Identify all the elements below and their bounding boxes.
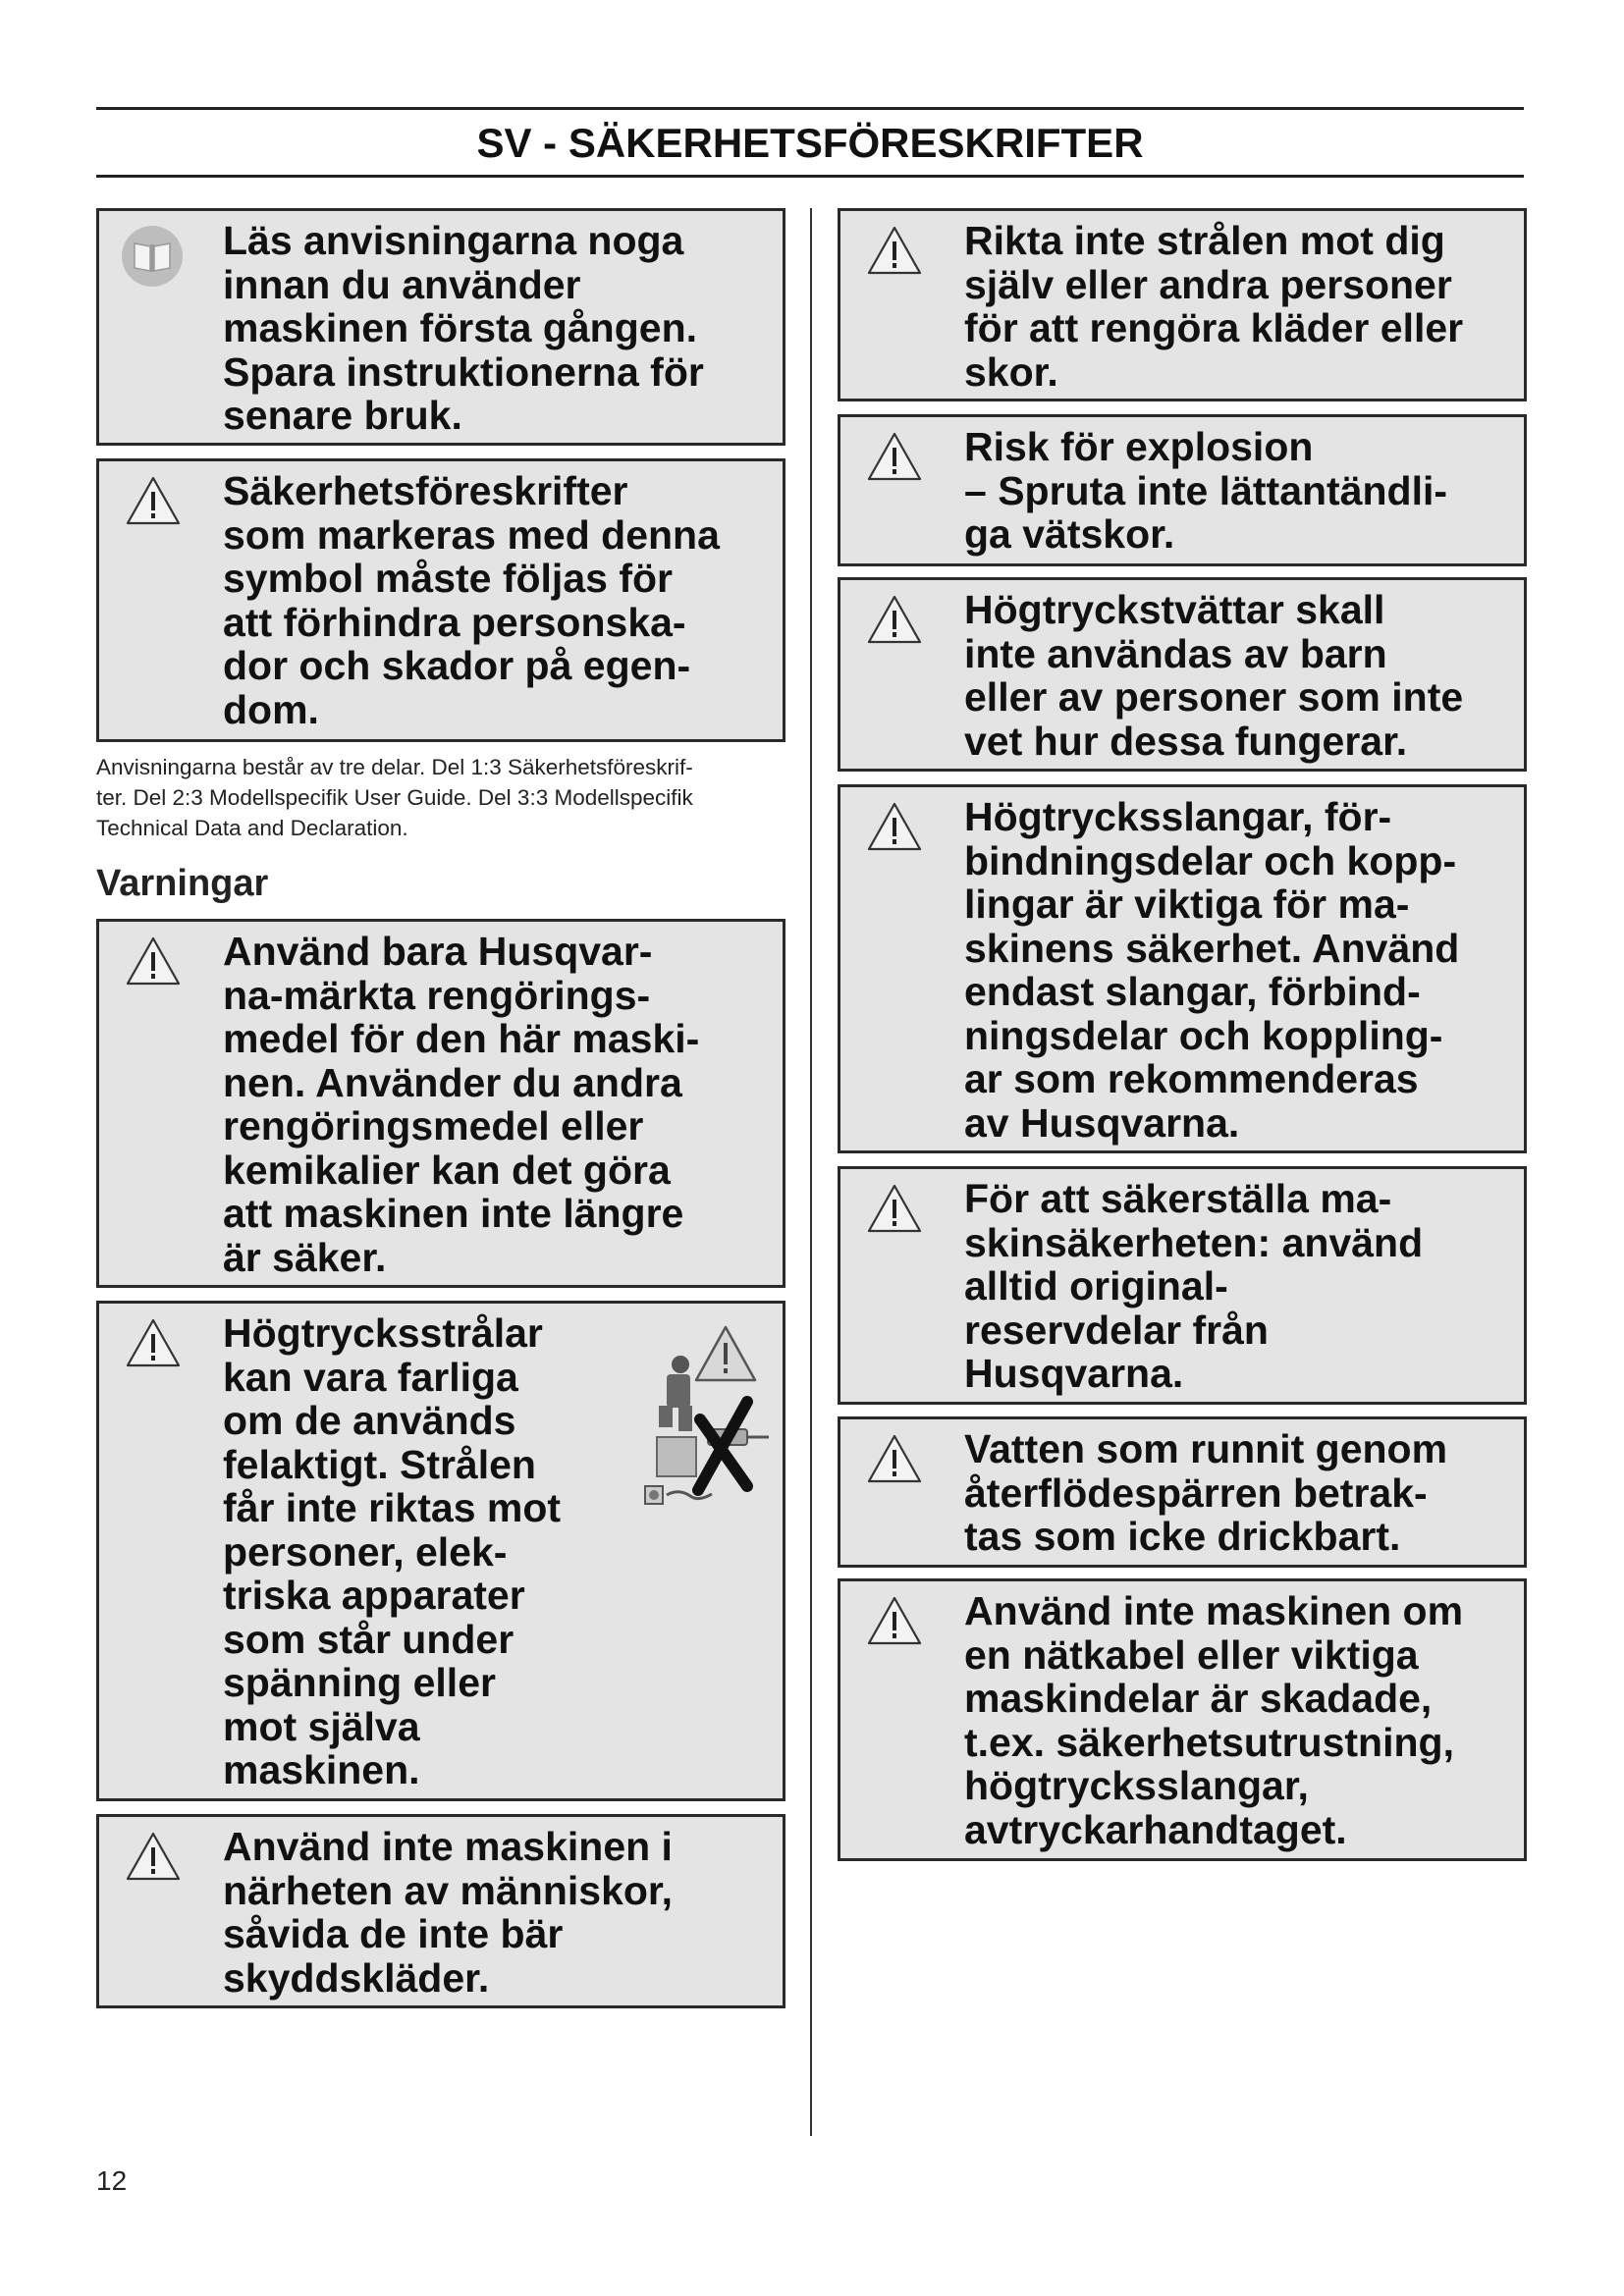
- intro-paragraph: Anvisningarna består av tre delar. Del 1:3 Säkerhetsföreskrif- ter. Del 2:3 Modellspecifik User Guide. Del 3:3 Modellspecifik Technical Data and Declaration.: [96, 755, 693, 840]
- warning-triangle-icon: [125, 1317, 182, 1368]
- warning-triangle-icon: [866, 1183, 923, 1234]
- warning-text: Använd bara Husqvar- na-märkta rengörings- medel för den här maski- nen. Använder du andra rengöringsmedel eller kemikalier kan det göra att maskinen inte längre är säker.: [223, 929, 700, 1280]
- warning-text: Risk för explosion – Spruta inte lättantändli- ga vätskor.: [964, 424, 1448, 557]
- warning-text: Använd inte maskinen om en nätkabel eller viktiga maskindelar är skadade, t.ex. säkerhetsutrustning, högtrycksslangar, avtryckarhandtaget.: [964, 1588, 1464, 1852]
- warning-triangle-icon: [125, 1831, 182, 1882]
- book-icon: [121, 225, 184, 288]
- warning-text: Använd inte maskinen i närheten av människor, såvida de inte bär skyddskläder.: [223, 1824, 674, 2001]
- symbol-notice-text: Säkerhetsföreskrifter som markeras med denna symbol måste följas för att förhindra personska- dor och skador på egen- dom.: [223, 468, 720, 732]
- warning-triangle-icon: [866, 431, 923, 482]
- warning-box: [838, 1578, 1527, 1861]
- page-number: 12: [96, 2165, 128, 2196]
- warning-text: Högtryckstvättar skall inte användas av barn eller av personer som inte vet hur dessa fungerar.: [964, 587, 1464, 764]
- warning-triangle-icon: [866, 1433, 923, 1484]
- symbol-notice-box: [96, 458, 785, 742]
- warning-text: För att säkerställa ma- skinsäkerheten: använd alltid original- reservdelar från Husqvarna.: [964, 1176, 1424, 1396]
- warning-text: Högtrycksslangar, för- bindningsdelar och kopp- lingar är viktiga för ma- skinens säkerhet. Använd endast slangar, förbind- ningsdelar och koppling- ar som rekommenderas av Husqvarna.: [964, 794, 1460, 1146]
- spray-hazard-illustration-icon: [639, 1321, 777, 1508]
- warning-triangle-icon: [866, 801, 923, 852]
- header-rule-top: [96, 107, 1524, 110]
- warning-text: Rikta inte strålen mot dig själv eller andra personer för att rengöra kläder eller skor.: [964, 218, 1464, 395]
- warning-triangle-icon: [866, 225, 923, 276]
- warning-box: [96, 1814, 785, 2008]
- warning-triangle-icon: [125, 475, 182, 526]
- warning-triangle-icon: [866, 594, 923, 645]
- warning-box: [96, 919, 785, 1288]
- header-rule-bottom: [96, 175, 1524, 178]
- warning-text: Vatten som runnit genom återflödespärren betrak- tas som icke drickbart.: [964, 1426, 1448, 1559]
- warning-box: [838, 208, 1527, 401]
- section-heading-varningar: Varningar: [96, 863, 269, 904]
- warning-box: [96, 1301, 785, 1801]
- warning-box: [838, 1166, 1527, 1405]
- read-instructions-text: Läs anvisningarna noga innan du använder maskinen första gången. Spara instruktionerna för senare bruk.: [223, 218, 704, 438]
- column-divider: [810, 208, 812, 2136]
- warning-text: Högtrycksstrålar kan vara farliga om de används felaktigt. Strålen får inte riktas mot personer, elek- triska apparater som står under spänning eller mot själva maskinen.: [223, 1310, 562, 1792]
- read-instructions-box: [96, 208, 785, 446]
- warning-box: [838, 1416, 1527, 1568]
- page-title: SV - SÄKERHETSFÖRESKRIFTER: [476, 120, 1144, 166]
- warning-triangle-icon: [125, 935, 182, 987]
- warning-triangle-icon: [866, 1595, 923, 1646]
- warning-box: [838, 784, 1527, 1153]
- warning-box: [838, 577, 1527, 772]
- warning-box: [838, 414, 1527, 566]
